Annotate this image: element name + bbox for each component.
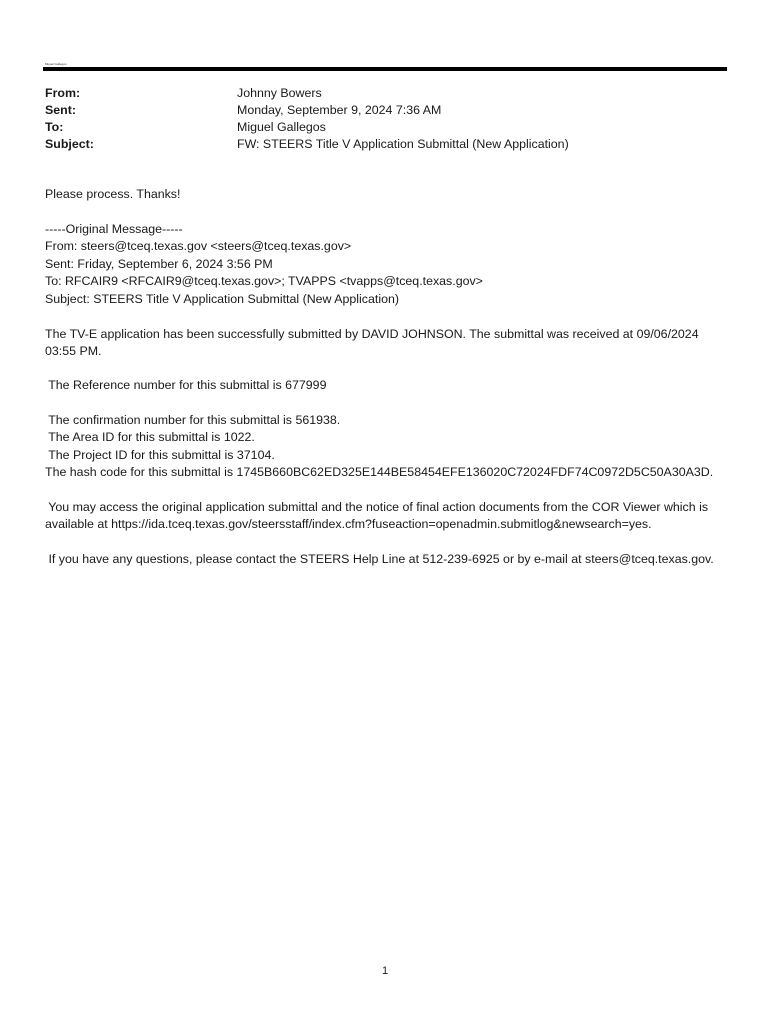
confirmation-number-text: The confirmation number for this submittal is 561938. [45, 413, 341, 427]
original-to: To: RFCAIR9 <RFCAIR9@tceq.texas.gov>; TVAPPS <tvapps@tceq.texas.gov> [45, 274, 483, 288]
submitted-text-line2: 03:55 PM. [45, 344, 102, 358]
project-id-text: The Project ID for this submittal is 37104. [45, 448, 275, 462]
access-text-line1: You may access the original application submittal and the notice of final action documents from the COR Viewer which is [45, 500, 709, 514]
from-label: From: [45, 86, 81, 100]
to-value: Miguel Gallegos [237, 120, 326, 134]
sent-value: Monday, September 9, 2024 7:36 AM [237, 103, 442, 117]
original-from: From: steers@tceq.texas.gov <steers@tceq.texas.gov> [45, 239, 352, 253]
subject-value: FW: STEERS Title V Application Submittal (New Application) [237, 137, 569, 151]
subject-label: Subject: [45, 137, 94, 151]
sent-label: Sent: [45, 103, 76, 117]
print-owner-name: Miguel Gallegos [45, 62, 67, 66]
to-label: To: [45, 120, 64, 134]
original-message-divider: -----Original Message----- [45, 222, 183, 236]
greeting-text: Please process. Thanks! [45, 187, 181, 201]
questions-text: If you have any questions, please contact the STEERS Help Line at 512-239-6925 or by e-mail at steers@tceq.texas.gov. [45, 552, 714, 566]
reference-number-text: The Reference number for this submittal is 677999 [45, 378, 327, 392]
page-number: 1 [381, 965, 389, 977]
area-id-text: The Area ID for this submittal is 1022. [45, 430, 255, 444]
header-divider [43, 67, 727, 71]
from-value: Johnny Bowers [237, 86, 322, 100]
hash-code-text: The hash code for this submittal is 1745B660BC62ED325E144BE58454EFE136020C72024FDF74C0972D5C50A30A3D. [45, 465, 714, 479]
original-subject: Subject: STEERS Title V Application Submittal (New Application) [45, 292, 399, 306]
access-text-line2: available at https://ida.tceq.texas.gov/steersstaff/index.cfm?fuseaction=openadmin.submitlog&newsearch=yes. [45, 517, 652, 531]
submitted-text-line1: The TV-E application has been successfully submitted by DAVID JOHNSON. The submittal was received at 09/06/2024 [45, 327, 699, 341]
original-sent: Sent: Friday, September 6, 2024 3:56 PM [45, 257, 273, 271]
